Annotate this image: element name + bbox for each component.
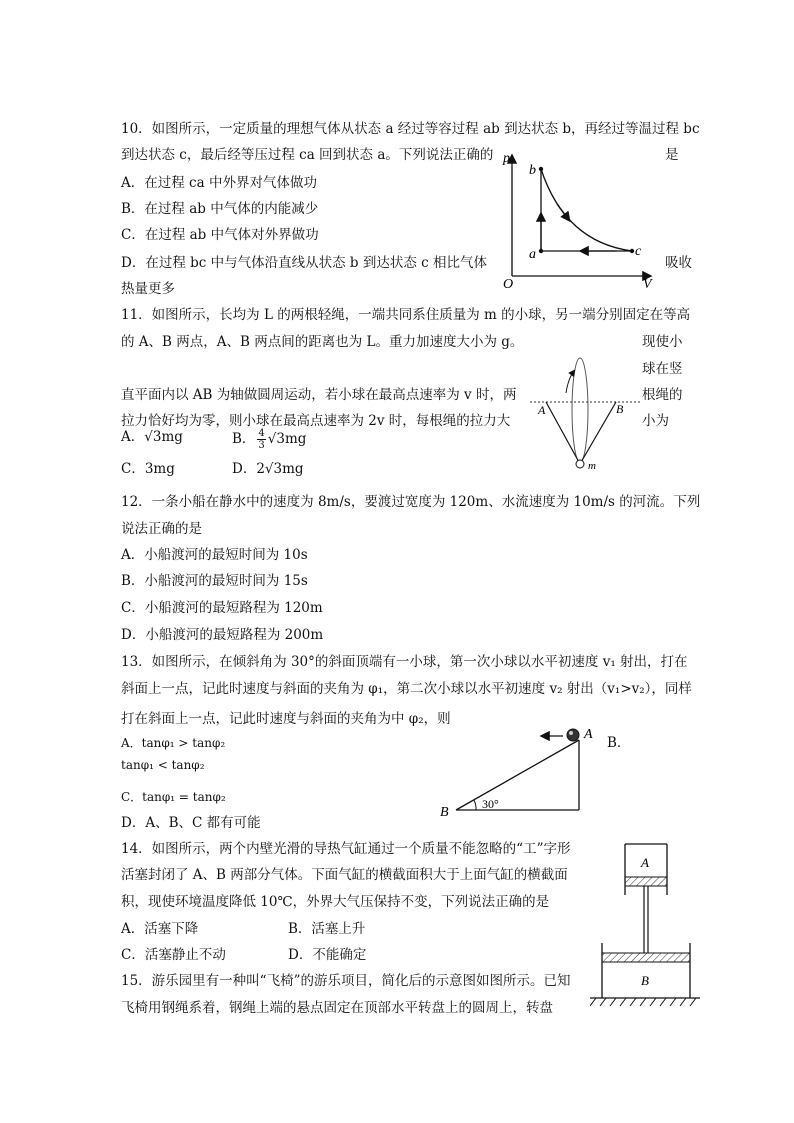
- q11-line-4: 直平面内以 AB 为轴做圆周运动，若小球在最高点速率为 v 时，两: [121, 387, 517, 403]
- q11-option-b: B． $\frac{4}{3}$ √3mg: [232, 428, 307, 451]
- q13-option-d: D．A、B、C 都有可能: [121, 815, 261, 831]
- gas-b-label: B: [641, 973, 649, 988]
- q12-option-c: C．小船渡河的最短路程为 120m: [121, 600, 323, 616]
- v-axis-label: V: [643, 277, 652, 290]
- q14-option-d: D．不能确定: [288, 947, 367, 963]
- q11-line-1: 11．如图所示，长均为 L 的两根轻绳，一端共同系住质量为 m 的小球，另一端分别固定在等高: [121, 307, 691, 323]
- q11-option-a: A．√3mg: [121, 429, 183, 445]
- q11-option-c: C．3mg: [121, 461, 175, 477]
- q11-line-2: 的 A、B 两点，A、B 两点间的距离也为 L。重力加速度大小为 g。: [121, 334, 524, 350]
- point-b-label: B: [616, 402, 624, 416]
- q11-b-numerator: 4: [258, 428, 265, 439]
- state-b-label: b: [529, 163, 536, 178]
- q10-option-a: A．在过程 ca 中外界对气体做功: [121, 175, 317, 191]
- q10-option-d-cont: 热量更多: [121, 281, 175, 297]
- q10-option-b: B．在过程 ab 中气体的内能减少: [121, 201, 319, 217]
- pv-diagram: [495, 148, 660, 290]
- q11-line-2-tail: 现使小: [642, 334, 683, 350]
- q13-option-b-label: B．: [607, 735, 631, 751]
- q14-line-1: 14．如图所示，两个内壁光滑的导热气缸通过一个质量不能忽略的“工”字形: [121, 841, 571, 857]
- incline-diagram: [436, 720, 606, 820]
- q11-b-denominator: 3: [258, 440, 265, 451]
- q13-line-3: 打在斜面上一点，记此时速度与斜面的夹角为中 φ₂，则: [121, 711, 451, 727]
- q13-line-2: 斜面上一点，记此时速度与斜面的夹角为 φ₁，第二次小球以水平初速度 v₂ 射出（v₁>v₂），同样: [121, 681, 692, 697]
- p-axis-label: p: [503, 151, 510, 166]
- bottom-point-label: B: [440, 805, 449, 820]
- q11-line-5: 拉力恰好均为零，则小球在最高点速率为 2v 时，每根绳的拉力大: [121, 413, 511, 429]
- q11-line-5-tail: 小为: [642, 413, 669, 429]
- q11-line-4-tail: 根绳的: [642, 387, 683, 403]
- q10-option-c: C．在过程 ab 中气体对外界做功: [121, 227, 319, 243]
- q10-option-d: D．在过程 bc 中与气体沿直线从状态 b 到达状态 c 相比气体: [121, 255, 487, 271]
- q15-line-1: 15．游乐园里有一种叫“飞椅”的游乐项目，简化后的示意图如图所示。已知: [121, 973, 571, 989]
- origin-label: O: [503, 277, 514, 290]
- q14-line-3: 积，现使环境温度降低 10℃，外界大气压保持不变，下列说法正确的是: [121, 894, 550, 910]
- q15-line-2: 飞椅用钢绳系着，钢绳上端的悬点固定在顶部水平转盘上的圆周上，转盘: [121, 1000, 553, 1016]
- q11-option-d: D．2√3mg: [232, 461, 304, 477]
- q13-option-c: C．tanφ₁ = tanφ₂: [121, 790, 226, 804]
- mass-label: m: [588, 460, 596, 472]
- q12-option-d: D．小船渡河的最短路程为 200m: [121, 627, 324, 643]
- q14-option-a: A．活塞下降: [121, 921, 199, 937]
- state-c-label: c: [635, 244, 642, 259]
- q10-line-1: 10．如图所示，一定质量的理想气体从状态 a 经过等容过程 ab 到达状态 b，再经过等温过程 bc: [121, 121, 700, 137]
- point-a-label: A: [538, 403, 546, 417]
- top-point-label: A: [584, 727, 593, 742]
- rope-circle-diagram: [530, 355, 650, 473]
- cylinder-diagram: [590, 840, 700, 1010]
- q12-line-2: 说法正确的是: [121, 521, 202, 537]
- q12-option-a: A．小船渡河的最短时间为 10s: [121, 547, 308, 563]
- q10-line-2-tail: 是: [665, 147, 679, 163]
- q14-option-c: C．活塞静止不动: [121, 947, 226, 963]
- q11-line-3-tail: 球在竖: [642, 361, 683, 377]
- q12-line-1: 12．一条小船在静水中的速度为 8m/s，要渡过宽度为 120m、水流速度为 10m/s 的河流。下列: [121, 494, 701, 510]
- q12-option-b: B．小船渡河的最短时间为 15s: [121, 573, 308, 589]
- q13-line-1: 13．如图所示，在倾斜角为 30°的斜面顶端有一小球，第一次小球以水平初速度 v₁ 射出，打在: [121, 654, 688, 670]
- q13-option-a: A．tanφ₁ > tanφ₂: [121, 736, 226, 750]
- q14-line-2: 活塞封闭了 A、B 两部分气体。下面气缸的横截面积大于上面气缸的横截面: [121, 867, 568, 883]
- q14-option-b: B．活塞上升: [288, 921, 366, 937]
- gas-a-label: A: [641, 855, 649, 870]
- q10-line-2: 到达状态 c，最后经等压过程 ca 回到状态 a。下列说法正确的: [121, 147, 494, 163]
- state-a-label: a: [529, 247, 536, 262]
- q13-option-b: tanφ₁ < tanφ₂: [121, 758, 205, 772]
- q10-option-d-tail: 吸收: [665, 255, 692, 271]
- angle-label: 30°: [482, 797, 499, 811]
